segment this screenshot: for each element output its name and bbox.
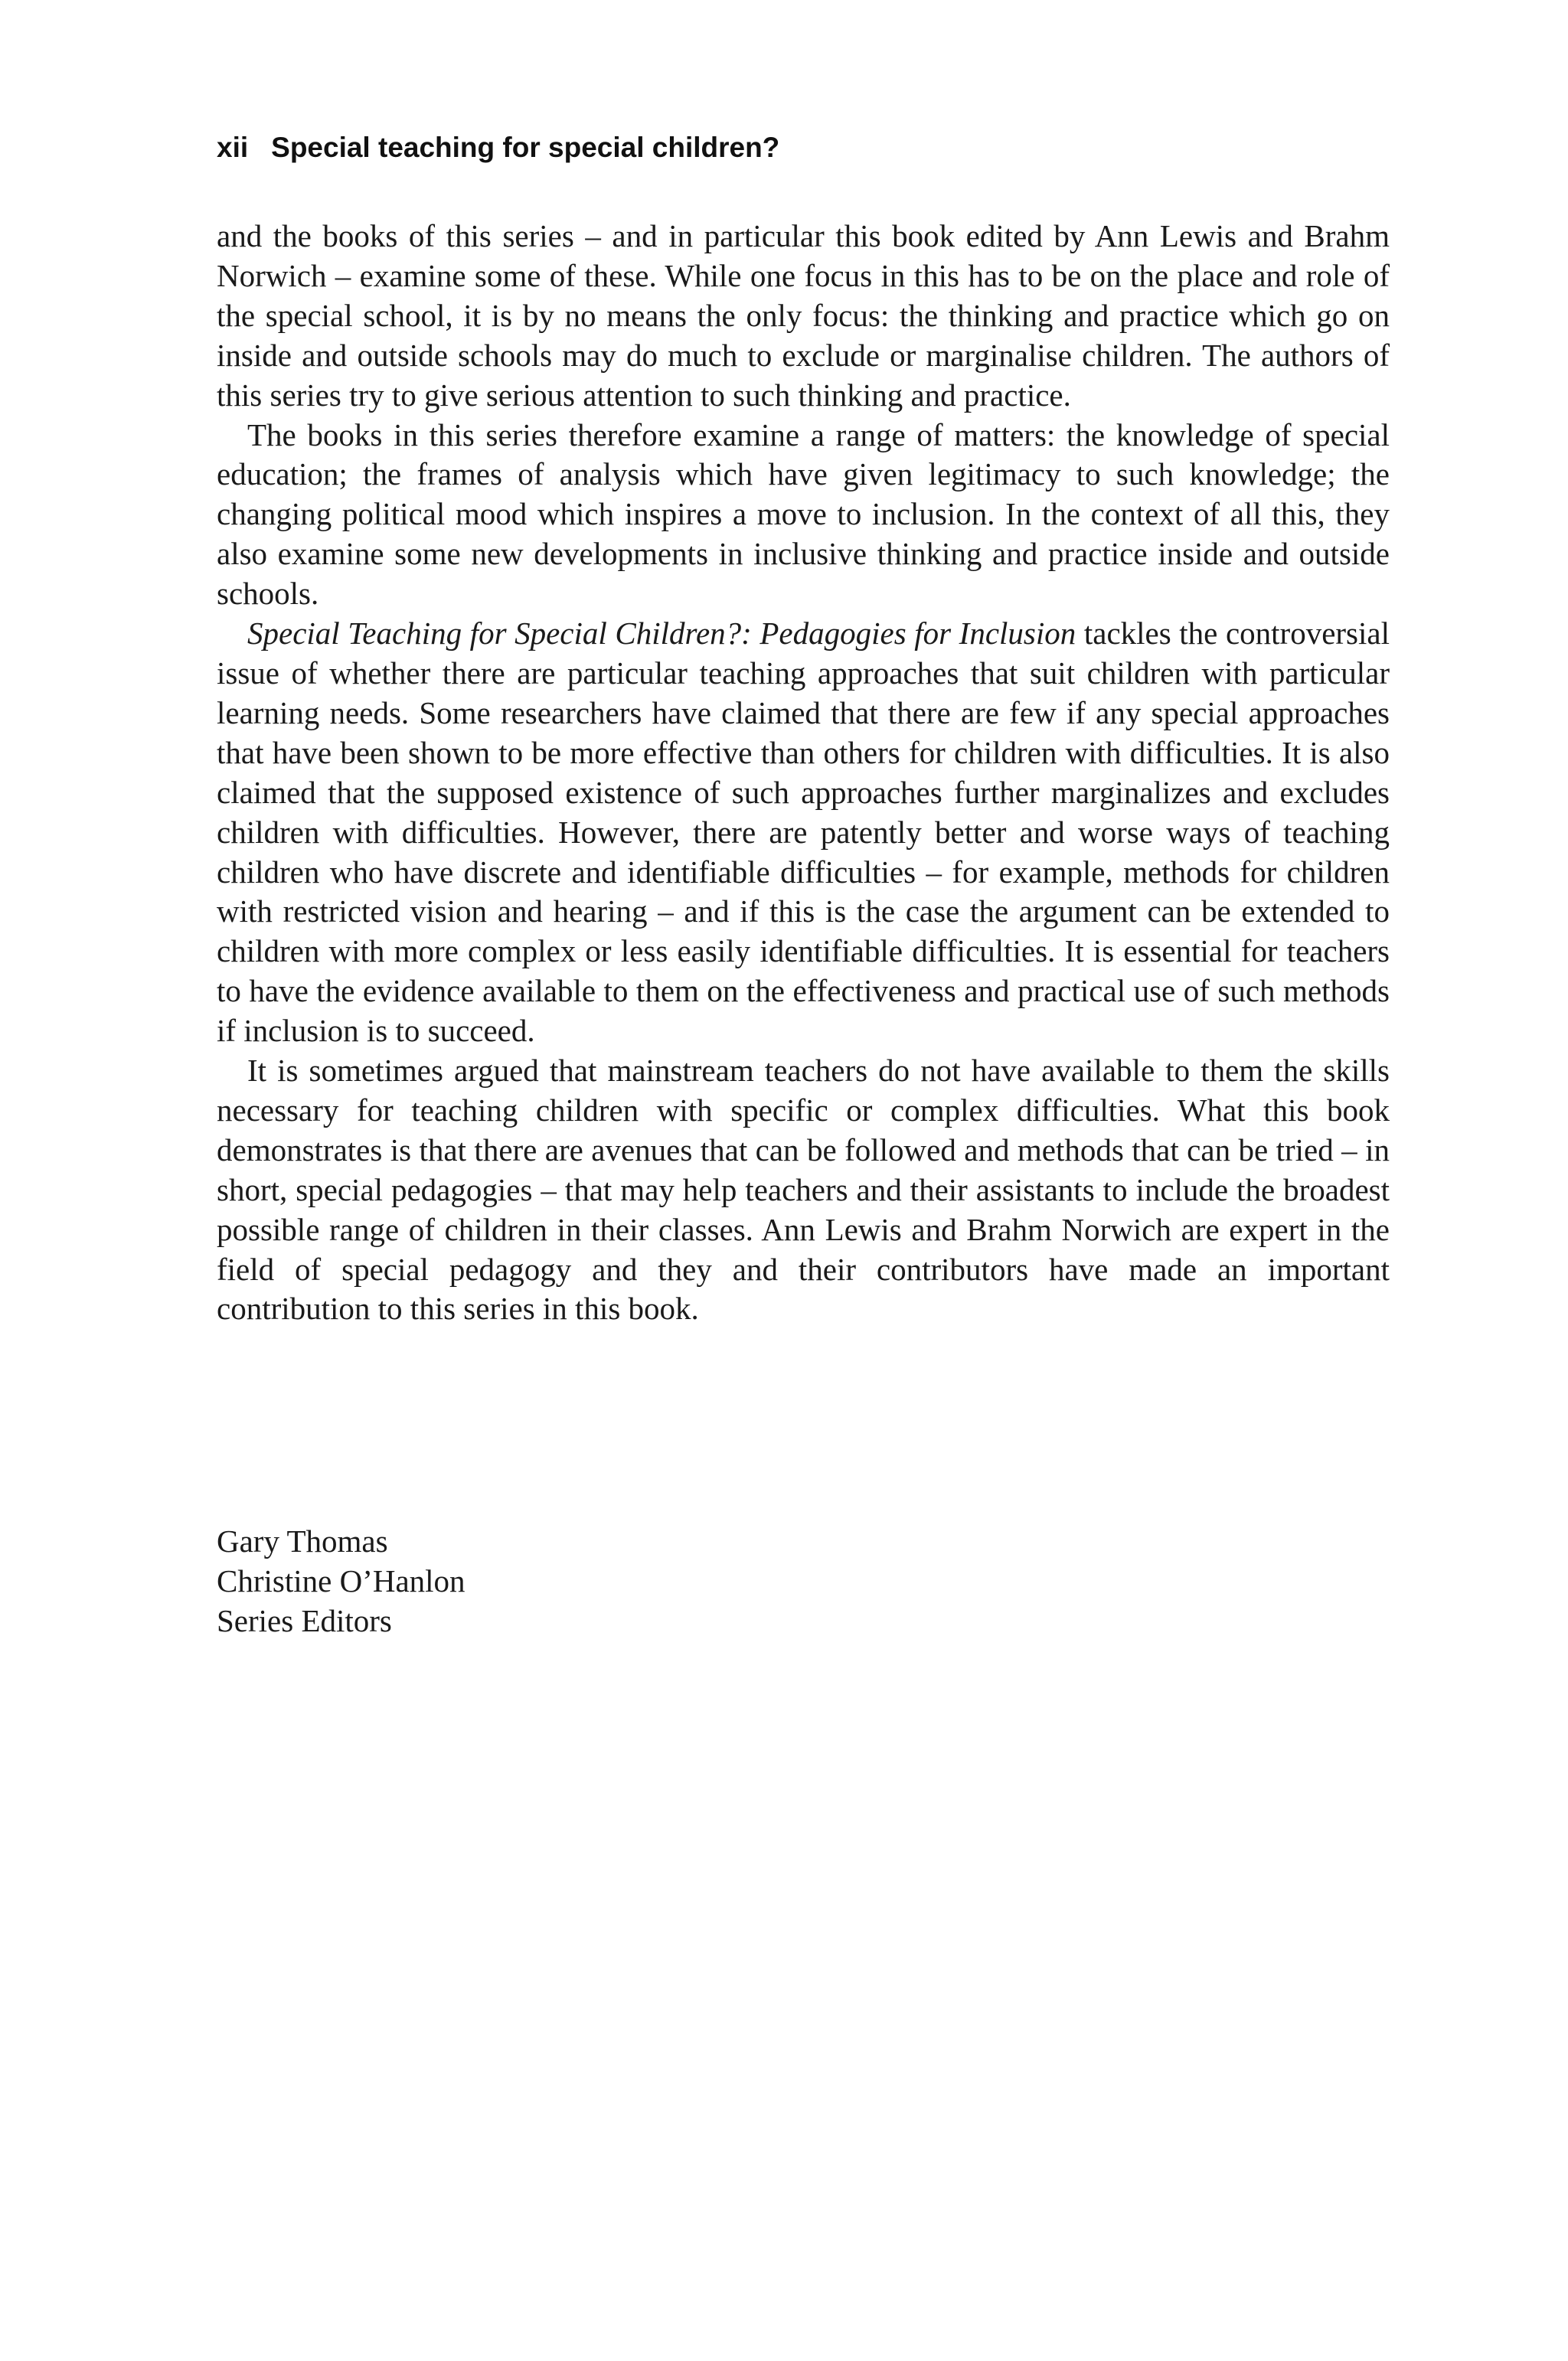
paragraph-2: The books in this series therefore examine a range of matters: the knowledge of special education; the frames of analysis which have given legitimacy to such knowledge; the changing political mood which inspires a move to inclusion. In the context of all this, they also examine some new developments in inclusive thinking and practice inside and outside schools. bbox=[217, 416, 1390, 612]
editor-name-2: Christine O’Hanlon bbox=[217, 1563, 466, 1598]
paragraph-3 bbox=[217, 614, 1390, 1051]
running-title: Special teaching for special children? bbox=[271, 132, 780, 163]
body-text bbox=[217, 217, 1390, 1329]
page-number: xii bbox=[217, 132, 249, 163]
editor-name-1: Gary Thomas bbox=[217, 1523, 388, 1559]
paragraph-1: and the books of this series – and in particular this book edited by Ann Lewis and Brahm Norwich – examine some of these. While one focus in this has to be on the place and role of the special school, it is by no means the only focus: the thinking and practice which go on inside and outside schools may do much to exclude or marginalise children. The authors of this series try to give serious attention to such thinking and practice. bbox=[217, 218, 1390, 413]
book-title-italic: Special Teaching for Special Children?: Pedagogies for Inclusion bbox=[247, 616, 1076, 651]
running-header bbox=[217, 129, 779, 167]
paragraph-4: It is sometimes argued that mainstream teachers do not have available to them the skills necessary for teaching children with specific or complex difficulties. What this book demonstrates is that there are avenues that can be followed and methods that can be tried – in short, special pedagogies – that may help teachers and their assistants to include the broadest possible range of children in their classes. Ann Lewis and Brahm Norwich are expert in the field of special pedagogy and they and their contributors have made an important contribution to this series in this book. bbox=[217, 1053, 1390, 1327]
signature-block bbox=[217, 1522, 466, 1641]
paragraph-3-text: tackles the controversial issue of whether there are particular teaching approaches that suit children with particular learning needs. Some researchers have claimed that there are few if any special approaches that have been shown to be more effective than others for children with difficulties. It is also claimed that the supposed existence of such approaches further marginalizes and excludes children with difficulties. However, there are patently better and worse ways of teaching children who have discrete and identifiable difficulties – for example, methods for children with restricted vision and hearing – and if this is the case the argument can be extended to children with more complex or less easily identifiable difficulties. It is essential for teachers to have the evidence available to them on the effectiveness and practical use of such methods if inclusion is to succeed. bbox=[217, 616, 1390, 1049]
editor-role: Series Editors bbox=[217, 1602, 392, 1638]
